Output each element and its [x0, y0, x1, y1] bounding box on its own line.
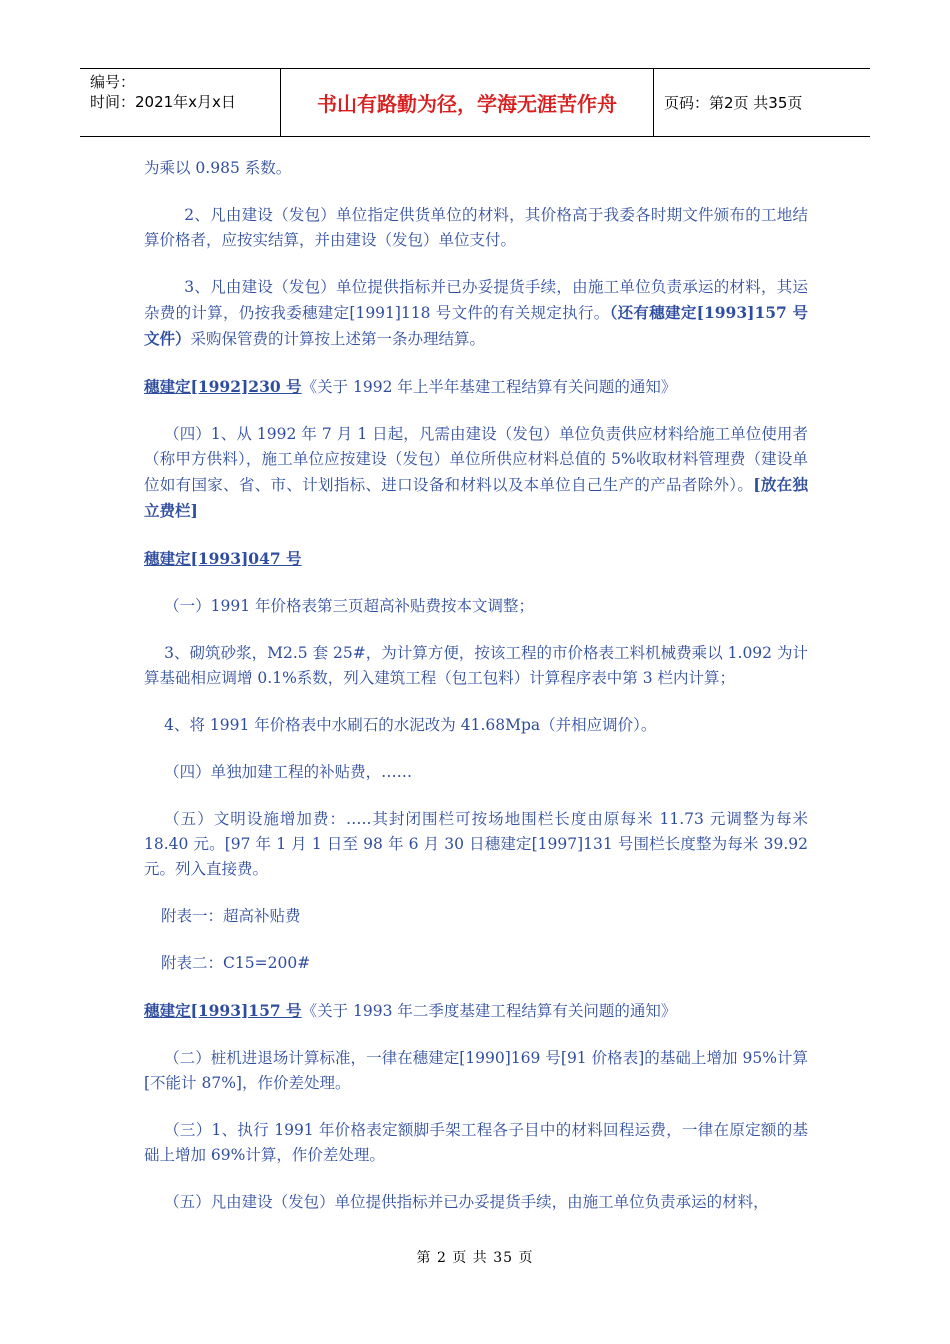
header-meta	[80, 69, 281, 136]
header-page-info: 页码：第2页 共35页	[664, 94, 803, 112]
doc-link[interactable]: 穗建定[1992]230 号	[144, 377, 302, 396]
paragraph: （五）文明设施增加费：…..其封闭围栏可按场地围栏长度由原每米 11.73 元调整为每米 18.40 元。[97 年 1 月 1 日至 98 年 6 月 30 日穗建定[1997]131 号围栏长度整为每米 39.92 元。列入直接费。	[144, 810, 808, 878]
section-heading	[144, 546, 808, 572]
heading-title: 《关于 1992 年上半年基建工程结算有关问题的通知》	[301, 378, 677, 396]
paragraph-text: 采购保管费的计算按上述第一条办理结算。	[190, 330, 486, 348]
paragraph: （一）1991 年价格表第三页超高补贴费按本文调整；	[164, 597, 535, 615]
paragraph-text: （四）1、从 1992 年 7 月 1 日起，凡需由建设（发包）单位负责供应材料给施工单位使用者（称甲方供料），施工单位应按建设（发包）单位所供应材料总值的 5%收取材料管理费（建设单位如有国家、省、市、计划指标、进口设备和材料以及本单位自己生产的产品者除外）。	[144, 425, 808, 494]
page-footer: 第 2 页 共 35 页	[416, 1250, 534, 1266]
paragraph: （二）桩机进退场计算标准，一律在穗建定[1990]169 号[91 价格表]的基础上增加 95%计算[不能计 87%]，作价差处理。	[144, 1049, 808, 1092]
doc-link[interactable]: 穗建定[1993]157 号	[144, 1001, 302, 1020]
paragraph: 附表二：C15=200#	[161, 954, 311, 972]
paragraph: 附表一：超高补贴费	[161, 907, 301, 925]
paragraph	[144, 275, 808, 352]
paragraph: 4、将 1991 年价格表中水刷石的水泥改为 41.68Mpa（并相应调价）。	[164, 716, 657, 734]
paragraph-text: 3、凡由建设（发包）单位提供指标并已办妥提货手续，由施工单位负责承运的材料，其运杂费的计算，仍按我委穗建定[1991]118 号文件的有关规定执行。	[144, 278, 808, 322]
heading-title: 《关于 1993 年二季度基建工程结算有关问题的通知》	[301, 1002, 677, 1020]
paragraph: 为乘以 0.985 系数。	[144, 159, 292, 177]
bold-note: [放在独立费栏]	[144, 475, 808, 520]
time-label: 时间：2021年x月x日	[90, 93, 236, 111]
page-header	[80, 68, 870, 137]
paragraph: （四）单独加建工程的补贴费，……	[164, 763, 413, 781]
number-label: 编号：	[90, 73, 136, 91]
bold-note: （还有穗建定[1993]157 号文件）	[144, 303, 808, 348]
paragraph: 3、砌筑砂浆，M2.5 套 25#，为计算方便，按该工程的市价格表工料机械费乘以 1.092 为计算基础相应调增 0.1%系数，列入建筑工程（包工包料）计算程序表中第 3 栏内计算；	[144, 644, 808, 687]
paragraph	[144, 422, 808, 524]
section-heading	[144, 998, 808, 1024]
header-motto: 书山有路勤为径，学海无涯苦作舟	[281, 69, 654, 136]
section-heading	[144, 374, 808, 400]
document-body	[144, 156, 808, 1215]
paragraph: （三）1、执行 1991 年价格表定额脚手架工程各子目中的材料回程运费，一律在原定额的基础上增加 69%计算，作价差处理。	[144, 1121, 808, 1164]
paragraph: （五）凡由建设（发包）单位提供指标并已办妥提货手续，由施工单位负责承运的材料，	[164, 1193, 769, 1211]
paragraph: 2、凡由建设（发包）单位指定供货单位的材料，其价格高于我委各时期文件颁布的工地结算价格者，应按实结算，并由建设（发包）单位支付。	[144, 206, 808, 249]
doc-link[interactable]: 穗建定[1993]047 号	[144, 549, 302, 568]
